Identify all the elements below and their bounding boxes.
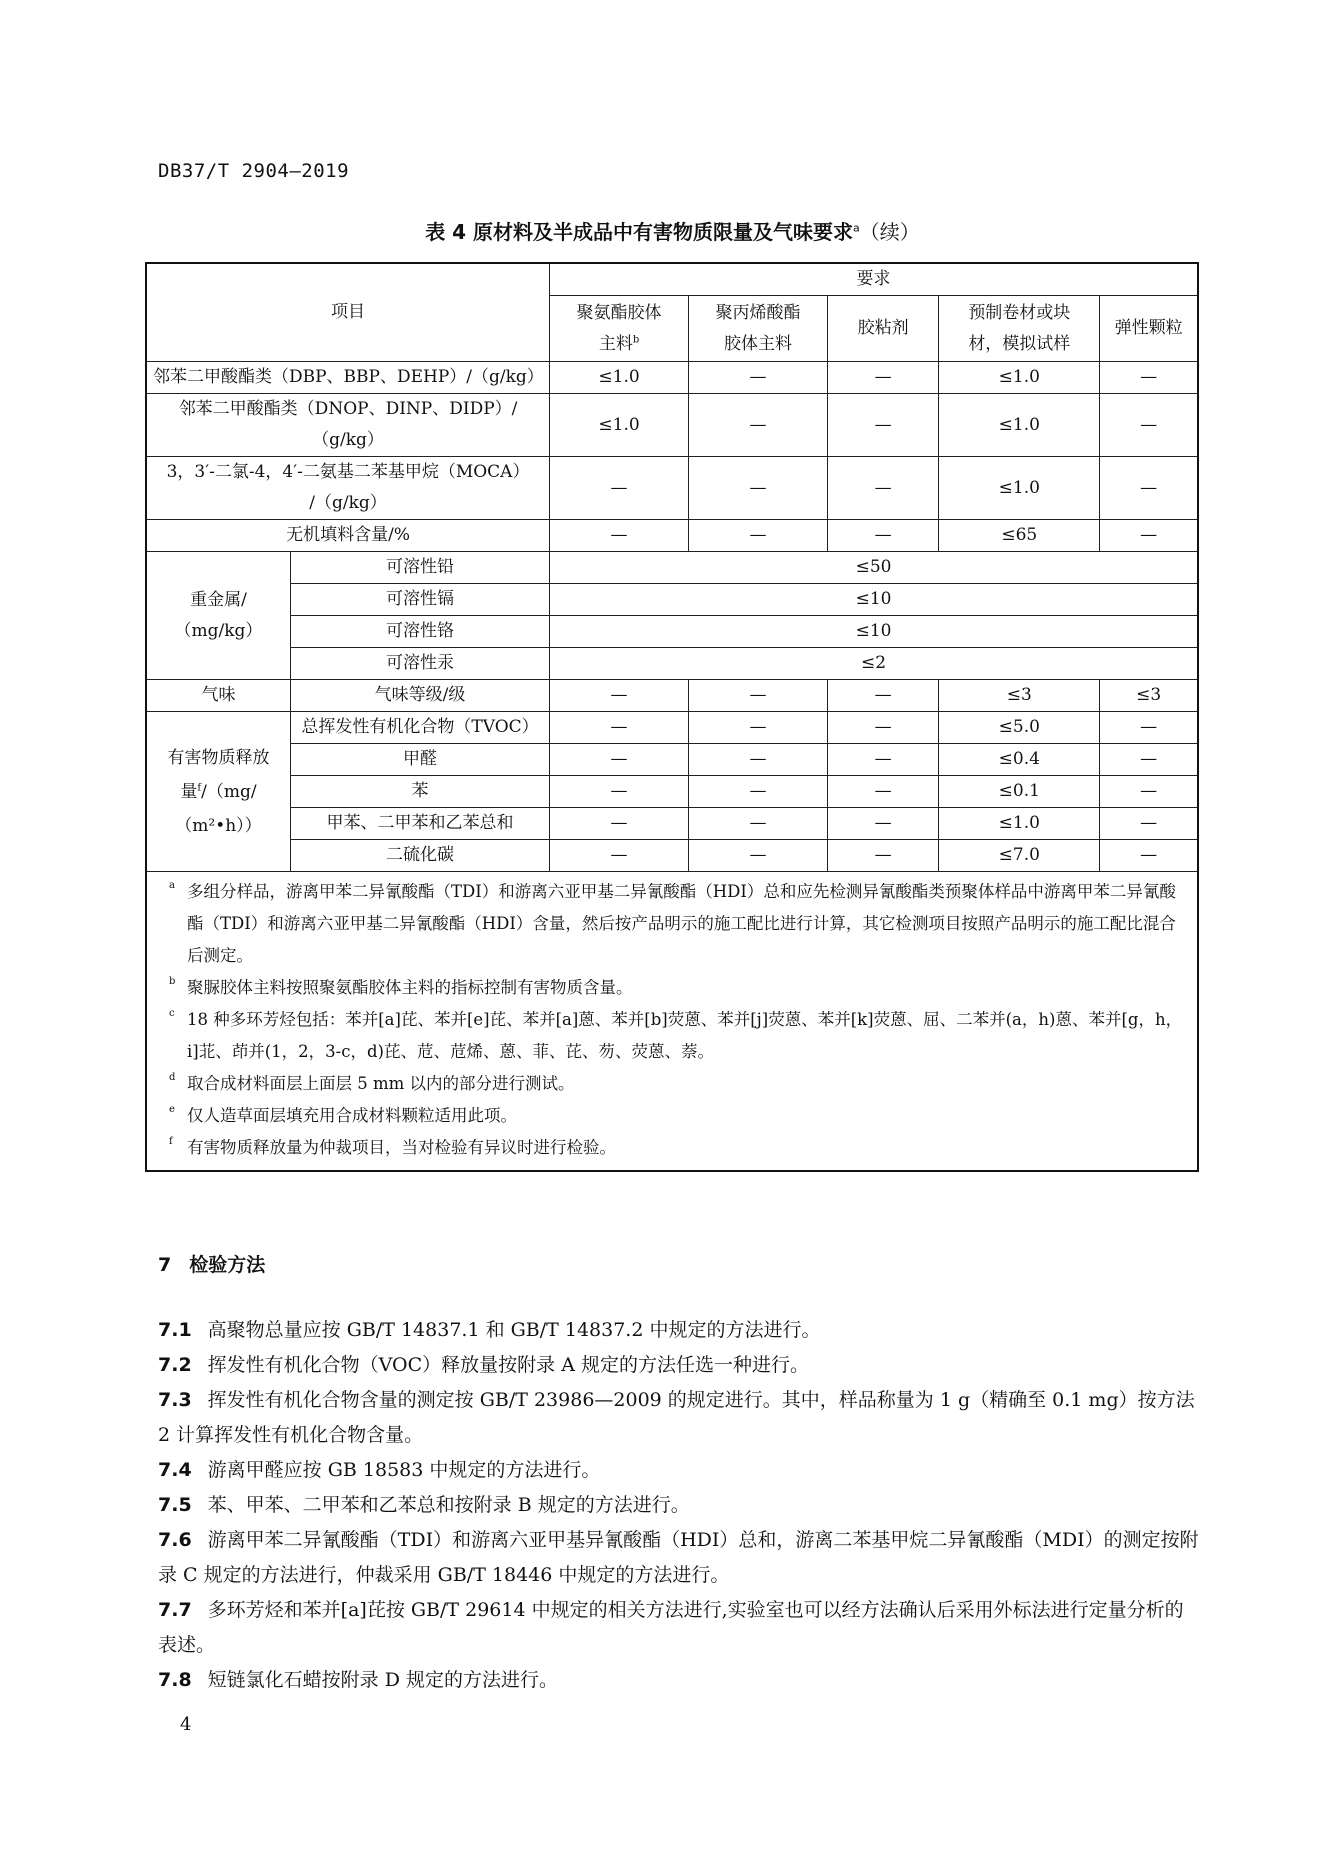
cell-value: — <box>550 457 689 520</box>
row-label: 无机填料含量/% <box>146 520 550 552</box>
table-row <box>146 648 1198 680</box>
row-label: 可溶性铬 <box>290 616 549 648</box>
table-note <box>157 1132 1183 1164</box>
table-row <box>146 394 1198 457</box>
cell-value: — <box>689 457 828 520</box>
table-note <box>157 972 1183 1004</box>
row-label: 邻苯二甲酸酯类（DNOP、DINP、DIDP）/（g/kg） <box>146 394 550 457</box>
header-col-adhesive: 胶粘剂 <box>827 296 938 362</box>
cell-value: ≤0.4 <box>939 744 1100 776</box>
cell-value: — <box>550 808 689 840</box>
header-col-polyacrylate: 聚丙烯酸酯 胶体主料 <box>689 296 828 362</box>
clause: 7.7 多环芳烃和苯并[a]芘按 GB/T 29614 中规定的相关方法进行,实验室也可以经方法确认后采用外标法进行定量分析的表述。 <box>158 1599 1184 1656</box>
row-label: 邻苯二甲酸酯类（DBP、BBP、DEHP）/（g/kg） <box>146 362 550 394</box>
cell-value: — <box>550 680 689 712</box>
header-requirement: 要求 <box>550 263 1198 296</box>
table-row <box>146 457 1198 520</box>
cell-value: — <box>689 394 828 457</box>
cell-value: ≤1.0 <box>550 362 689 394</box>
cell-value: ≤10 <box>550 616 1198 648</box>
cell-value: ≤65 <box>939 520 1100 552</box>
cell-value: — <box>827 520 938 552</box>
table-row <box>146 808 1198 840</box>
clause: 7.6 游离甲苯二异氰酸酯（TDI）和游离六亚甲基异氰酸酯（HDI）总和，游离二苯基甲烷二异氰酸酯（MDI）的测定按附录 C 规定的方法进行，仲裁采用 GB/T 18446 中规定的方法进行。 <box>158 1529 1199 1586</box>
cell-value: ≤1.0 <box>939 394 1100 457</box>
table-row <box>146 776 1198 808</box>
cell-value: ≤1.0 <box>939 808 1100 840</box>
row-label: 可溶性铅 <box>290 552 549 584</box>
cell-value: — <box>689 776 828 808</box>
section-clauses <box>158 1313 1201 1698</box>
note-text: 18 种多环芳烃包括：苯并[a]芘、苯并[e]芘、苯并[a]蒽、苯并[b]荧蒽、苯并[j]荧蒽、苯并[k]荧蒽、屈、二苯并(a，h)蒽、苯并[g，h，i]苝、茚并(1，2，3-c，d)芘、苊、苊烯、蒽、菲、芘、芴、荧蒽、萘。 <box>187 1010 1183 1061</box>
row-label: 甲醛 <box>290 744 549 776</box>
clause: 7.5 苯、甲苯、二甲苯和乙苯总和按附录 B 规定的方法进行。 <box>158 1494 690 1516</box>
note-mark: e <box>169 1104 175 1115</box>
table-row <box>146 362 1198 394</box>
table-row <box>146 552 1198 584</box>
table-row <box>146 616 1198 648</box>
cell-value: — <box>689 840 828 872</box>
row-label: 二硫化碳 <box>290 840 549 872</box>
cell-value: — <box>550 712 689 744</box>
table-note <box>157 1068 1183 1100</box>
table-note <box>157 876 1183 972</box>
cell-value: ≤1.0 <box>550 394 689 457</box>
table-row <box>146 744 1198 776</box>
note-text: 聚脲胶体主料按照聚氨酯胶体主料的指标控制有害物质含量。 <box>187 978 633 997</box>
cell-value: — <box>689 520 828 552</box>
header-col-prefab: 预制卷材或块 材，模拟试样 <box>939 296 1100 362</box>
note-text: 有害物质释放量为仲裁项目，当对检验有异议时进行检验。 <box>187 1138 616 1157</box>
cell-value: — <box>1100 744 1198 776</box>
table-row <box>146 584 1198 616</box>
cell-value: ≤1.0 <box>939 362 1100 394</box>
row-label: 3，3′-二氯-4，4′-二氨基二苯基甲烷（MOCA） /（g/kg） <box>146 457 550 520</box>
cell-value: — <box>550 840 689 872</box>
cell-value: — <box>689 808 828 840</box>
cell-value: — <box>827 457 938 520</box>
note-mark: f <box>169 1136 173 1147</box>
clause: 7.8 短链氯化石蜡按附录 D 规定的方法进行。 <box>158 1669 558 1691</box>
note-mark: b <box>169 976 176 987</box>
document-id: DB37/T 2904—2019 <box>158 160 350 182</box>
table-title: 表 4 原材料及半成品中有害物质限量及气味要求$^a$（续） <box>425 220 920 244</box>
table-row <box>146 712 1198 744</box>
note-text: 多组分样品，游离甲苯二异氰酸酯（TDI）和游离六亚甲基二异氰酸酯（HDI）总和应先检测异氰酸酯类预聚体样品中游离甲苯二异氰酸酯（TDI）和游离六亚甲基二异氰酸酯（HDI）含量，然后按产品明示的施工配比进行计算，其它检测项目按照产品明示的施工配比混合后测定。 <box>187 882 1176 965</box>
clause: 7.2 挥发性有机化合物（VOC）释放量按附录 A 规定的方法任选一种进行。 <box>158 1354 809 1376</box>
group-emission: 有害物质释放 量$^f$/（mg/ （m²•h）） <box>146 712 290 872</box>
row-label: 甲苯、二甲苯和乙苯总和 <box>290 808 549 840</box>
cell-value: — <box>827 744 938 776</box>
note-mark: d <box>169 1072 176 1083</box>
cell-value: — <box>550 520 689 552</box>
cell-value: — <box>689 744 828 776</box>
row-label: 可溶性汞 <box>290 648 549 680</box>
header-col-polyurethane: 聚氨酯胶体 主料$^b$ <box>550 296 689 362</box>
header-item: 项目 <box>146 263 550 362</box>
table-note <box>157 1004 1183 1068</box>
note-text: 取合成材料面层上面层 5 mm 以内的部分进行测试。 <box>187 1074 575 1093</box>
cell-value: — <box>689 680 828 712</box>
cell-value: — <box>1100 808 1198 840</box>
cell-value: — <box>550 744 689 776</box>
table-note <box>157 1100 1183 1132</box>
cell-value: ≤5.0 <box>939 712 1100 744</box>
cell-value: ≤2 <box>550 648 1198 680</box>
table-row <box>146 840 1198 872</box>
cell-value: ≤0.1 <box>939 776 1100 808</box>
table-notes-row <box>146 872 1198 1172</box>
row-label: 气味等级/级 <box>290 680 549 712</box>
cell-value: — <box>827 840 938 872</box>
row-label: 总挥发性有机化合物（TVOC） <box>290 712 549 744</box>
table-row <box>146 680 1198 712</box>
note-mark: a <box>169 880 175 891</box>
cell-value: ≤50 <box>550 552 1198 584</box>
table-notes <box>146 872 1198 1172</box>
cell-value: — <box>827 776 938 808</box>
cell-value: — <box>1100 840 1198 872</box>
group-heavy-metal: 重金属/ （mg/kg） <box>146 552 290 680</box>
cell-value: — <box>1100 520 1198 552</box>
cell-value: — <box>827 712 938 744</box>
clause: 7.1 高聚物总量应按 GB/T 14837.1 和 GB/T 14837.2 中规定的方法进行。 <box>158 1319 821 1341</box>
cell-value: — <box>1100 776 1198 808</box>
section-heading: 7 检验方法 <box>158 1254 266 1276</box>
cell-value: — <box>827 362 938 394</box>
row-label: 苯 <box>290 776 549 808</box>
cell-value: — <box>827 394 938 457</box>
cell-value: — <box>1100 457 1198 520</box>
cell-value: — <box>550 776 689 808</box>
note-mark: c <box>169 1008 175 1019</box>
cell-value: — <box>1100 394 1198 457</box>
group-odor: 气味 <box>146 680 290 712</box>
cell-value: ≤10 <box>550 584 1198 616</box>
cell-value: ≤3 <box>1100 680 1198 712</box>
cell-value: — <box>689 362 828 394</box>
row-label: 可溶性镉 <box>290 584 549 616</box>
cell-value: — <box>827 680 938 712</box>
requirements-table <box>145 262 1199 1172</box>
cell-value: ≤3 <box>939 680 1100 712</box>
cell-value: — <box>1100 362 1198 394</box>
cell-value: — <box>1100 712 1198 744</box>
cell-value: ≤7.0 <box>939 840 1100 872</box>
header-col-granules: 弹性颗粒 <box>1100 296 1198 362</box>
clause: 7.3 挥发性有机化合物含量的测定按 GB/T 23986—2009 的规定进行。其中，样品称量为 1 g（精确至 0.1 mg）按方法 2 计算挥发性有机化合物含量。 <box>158 1389 1195 1446</box>
cell-value: — <box>827 808 938 840</box>
cell-value: ≤1.0 <box>939 457 1100 520</box>
cell-value: — <box>689 712 828 744</box>
page-number: 4 <box>180 1714 192 1735</box>
table-row <box>146 520 1198 552</box>
clause: 7.4 游离甲醛应按 GB 18583 中规定的方法进行。 <box>158 1459 601 1481</box>
note-text: 仅人造草面层填充用合成材料颗粒适用此项。 <box>187 1106 517 1125</box>
